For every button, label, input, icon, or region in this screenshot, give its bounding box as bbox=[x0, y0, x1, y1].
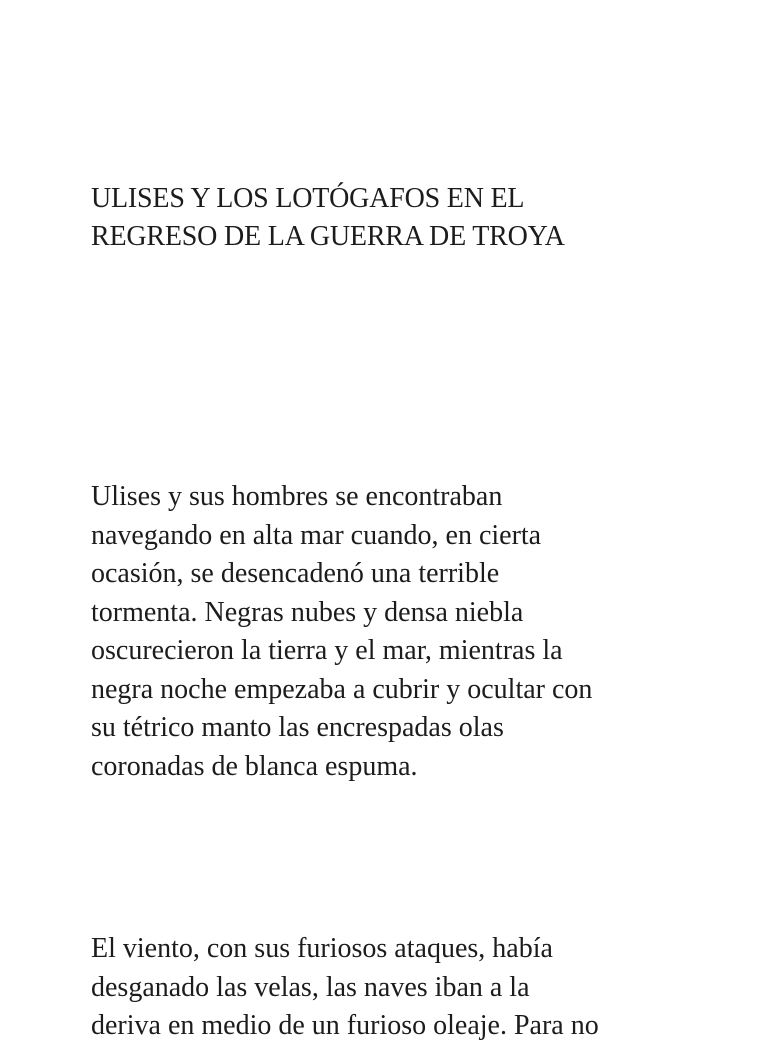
paragraph: Ulises y sus hombres se encontraban navegando en alta mar cuando, en cierta ocasión, se desencadenó una terrible tormenta. Negras nubes y densa niebla oscurecieron la tierra y el mar, mientras la negra noche empezaba a cubrir y ocultar con su tétrico manto las encrespadas olas coronadas de blanca espuma. bbox=[91, 481, 593, 782]
paragraph: El viento, con sus furiosos ataques, había desganado las velas, las naves iban a la deriva en medio de un furioso oleaje. Para no bbox=[91, 933, 599, 1041]
document-title: ULISES Y LOS LOTÓGAFOS EN EL REGRESO DE LA GUERRA DE TROYA bbox=[91, 183, 565, 252]
